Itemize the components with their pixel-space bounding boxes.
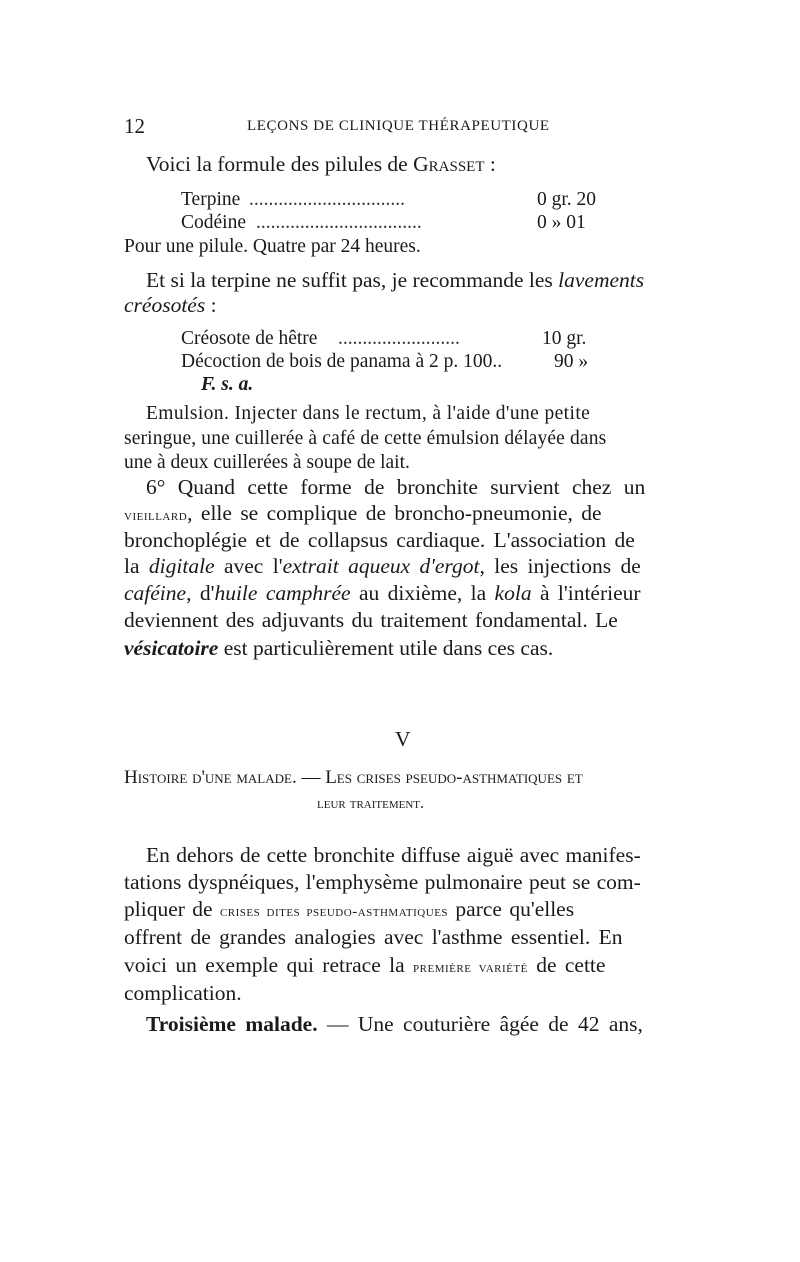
formula1-intro: [146, 152, 496, 177]
formula2-item-name: Décoction de bois de panama à 2 p. 100..: [181, 351, 503, 372]
emulsion-line: une à deux cuillerées à soupe de lait.: [124, 452, 410, 473]
emulsion-line: Emulsion. Injecter dans le rectum, à l'aide d'une petite: [146, 403, 591, 424]
formula1-item-qty: 0 » 01: [537, 212, 586, 233]
body-line: tations dyspnéiques, l'emphysème pulmonaire peut se com-: [124, 870, 641, 894]
formula2-item-dots: .........................: [338, 328, 460, 349]
smallcaps-run: première variété: [413, 960, 528, 976]
creosote-line-1: [146, 268, 644, 293]
emulsion-line: seringue, une cuillerée à café de cette émulsion délayée dans: [124, 428, 607, 449]
italic-run: digitale: [148, 554, 215, 578]
creosote-line-2: [124, 293, 217, 318]
smallcaps-run: Les crises pseudo-asthmatiques et: [325, 767, 583, 788]
body-line: [146, 1012, 643, 1037]
formula1-item-name: Terpine: [181, 189, 241, 210]
formula1-item-dots: ..................................: [256, 212, 422, 233]
formula2-item-qty: 90 »: [554, 351, 589, 372]
text-run: , elle se complique de broncho-pneumonie, de: [187, 501, 602, 525]
para6-line: deviennent des adjuvants du traitement fondamental. Le: [124, 608, 618, 632]
section-title-line-1: [124, 767, 583, 789]
smallcaps-run: vieillard: [124, 508, 188, 524]
para6-line: bronchoplégie et de collapsus cardiaque. L'association de: [124, 528, 635, 552]
italic-run: créosotés: [124, 293, 206, 317]
body-line: [124, 953, 605, 978]
formula1-dose: Pour une pilule. Quatre par 24 heures.: [124, 236, 421, 257]
smallcaps-run: Histoire d'une malade.: [124, 767, 297, 788]
dash: —: [296, 767, 326, 788]
text-run: à l'intérieur: [531, 581, 641, 605]
italic-run: kola: [494, 581, 532, 605]
body-line: [124, 897, 574, 922]
text-run: , les injections de: [479, 554, 641, 578]
page-number: 12: [124, 114, 145, 138]
formula2-fsa: F. s. a.: [201, 374, 254, 395]
formula1-item-dots: ................................: [249, 189, 405, 210]
text-run: — Une couturière âgée de 42 ans,: [317, 1012, 643, 1036]
text-run: voici un exemple qui retrace la: [124, 953, 414, 977]
para6-line: 6° Quand cette forme de bronchite survient chez un: [146, 475, 646, 499]
text-run: pliquer de: [124, 897, 220, 921]
para6-line: [124, 581, 641, 606]
italic-run: caféine: [124, 581, 187, 605]
text-run: de cette: [527, 953, 606, 977]
formula2-item-qty: 10 gr.: [542, 328, 587, 349]
formula1-item-name: Codéine: [181, 212, 246, 233]
italic-run: extrait aqueux d'ergot: [282, 554, 480, 578]
intro-colon: :: [484, 152, 496, 176]
italic-run: vésicatoire: [124, 636, 219, 660]
body-line: complication.: [124, 981, 242, 1005]
body-line: En dehors de cette bronchite diffuse aiguë avec manifes-: [146, 843, 641, 867]
text-run: :: [205, 293, 217, 317]
para6-line: [124, 501, 602, 526]
text-run: parce qu'elles: [448, 897, 575, 921]
italic-run: lavements: [558, 268, 645, 292]
running-title: LEÇONS DE CLINIQUE THÉRAPEUTIQUE: [247, 118, 550, 134]
italic-run: huile camphrée: [214, 581, 351, 605]
text-run: avec l': [214, 554, 283, 578]
formula1-item-qty: 0 gr. 20: [537, 189, 597, 210]
text-run: , d': [186, 581, 215, 605]
formula2-item-name: Créosote de hêtre: [181, 328, 318, 349]
para6-line: [124, 554, 641, 579]
bold-run: Troisième malade.: [146, 1012, 318, 1036]
text-run: la: [124, 554, 149, 578]
text-run: est particulièrement utile dans ces cas.: [218, 636, 554, 660]
section-numeral: V: [395, 727, 411, 751]
para6-line: [124, 636, 553, 661]
text-run: Et si la terpine ne suffit pas, je recommande les: [146, 268, 559, 292]
smallcaps-run: crises dites pseudo-asthmatiques: [219, 904, 449, 920]
author-name: Grasset: [413, 152, 485, 176]
text-run: au dixième, la: [350, 581, 495, 605]
section-title-line-2: leur traitement.: [317, 795, 424, 812]
body-line: offrent de grandes analogies avec l'asthme essentiel. En: [124, 925, 623, 949]
intro-text: Voici la formule des pilules de: [146, 152, 414, 176]
